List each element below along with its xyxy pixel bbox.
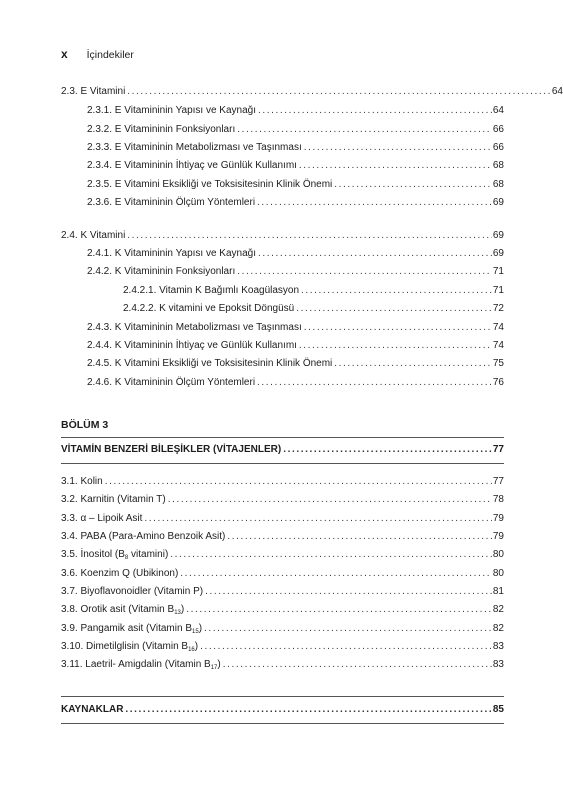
header-title: İçindekiler bbox=[86, 49, 134, 61]
divider bbox=[61, 723, 504, 724]
toc-entry[interactable]: 3.9. Pangamik asit (Vitamin $B_{15}$) ..... 82 bbox=[61, 623, 504, 634]
toc-entry[interactable]: 2.3.5. E Vitamini Eksikliği ve Toksisitesinin Klinik Önemi ..... 68 bbox=[87, 179, 504, 190]
divider bbox=[61, 437, 504, 438]
toc-entry[interactable]: 3.3. α – Lipoik Asit ..... 79 bbox=[61, 513, 504, 524]
toc-entry[interactable]: 3.7. Biyoflavonoidler (Vitamin P) ..... 81 bbox=[61, 586, 504, 597]
page-header bbox=[61, 47, 134, 61]
toc-entry[interactable]: 3.4. PABA (Para-Amino Benzoik Asit) ..... 79 bbox=[61, 531, 504, 542]
toc-entry[interactable]: 2.4.4. K Vitamininin İhtiyaç ve Günlük Kullanımı ..... 74 bbox=[87, 340, 504, 351]
toc-entry[interactable]: 2.4. K Vitamini ..... 69 bbox=[61, 230, 504, 241]
divider bbox=[61, 696, 504, 697]
toc-entry[interactable]: 2.3.2. E Vitamininin Fonksiyonları ..... 66 bbox=[87, 124, 504, 135]
toc-entry[interactable]: 2.4.2.1. Vitamin K Bağımlı Koagülasyon ..... 71 bbox=[123, 285, 504, 296]
toc-entry[interactable]: 3.8. Orotik asit (Vitamin $B_{13}$) ..... 82 bbox=[61, 604, 504, 615]
toc-entry[interactable]: 3.6. Koenzim Q (Ubikinon) ..... 80 bbox=[61, 568, 504, 579]
toc-entry[interactable]: 3.11. Laetril- Amigdalin (Vitamin $B_{17}$) ..... 83 bbox=[61, 659, 504, 670]
toc-entry[interactable]: 2.3. E Vitamini ..... 64 bbox=[61, 86, 563, 97]
toc-entry[interactable]: 2.4.2.2. K vitamini ve Epoksit Döngüsü ..... 72 bbox=[123, 303, 504, 314]
toc-entry[interactable]: 2.4.5. K Vitamini Eksikliği ve Toksisitesinin Klinik Önemi ..... 75 bbox=[87, 358, 504, 369]
references-entry[interactable]: KAYNAKLAR ..... 85 bbox=[61, 704, 504, 715]
toc-entry[interactable]: 2.3.6. E Vitamininin Ölçüm Yöntemleri ..... 69 bbox=[87, 197, 504, 208]
toc-entry[interactable]: 2.3.1. E Vitamininin Yapısı ve Kaynağı ..... 64 bbox=[87, 105, 504, 116]
toc-entry[interactable]: 2.4.3. K Vitamininin Metabolizması ve Taşınması ..... 74 bbox=[87, 322, 504, 333]
divider bbox=[61, 463, 504, 464]
chapter-heading: BÖLÜM 3 bbox=[61, 419, 109, 431]
toc-entry[interactable]: 2.3.4. E Vitamininin İhtiyaç ve Günlük Kullanımı ..... 68 bbox=[87, 160, 504, 171]
toc-entry[interactable]: 2.4.1. K Vitamininin Yapısı ve Kaynağı ..... 69 bbox=[87, 248, 504, 259]
toc-entry[interactable]: 3.10. Dimetilglisin (Vitamin $B_{16}$) ..... 83 bbox=[61, 641, 504, 652]
toc-entry[interactable]: 3.2. Karnitin (Vitamin T) ..... 78 bbox=[61, 494, 504, 505]
toc-entry[interactable]: 2.4.2. K Vitamininin Fonksiyonları ..... 71 bbox=[87, 266, 504, 277]
page-numeral: x bbox=[61, 47, 68, 61]
toc-entry[interactable]: 2.3.3. E Vitamininin Metabolizması ve Taşınması ..... 66 bbox=[87, 142, 504, 153]
toc-entry[interactable]: 3.5. İnositol ($B_8$ vitamini) ..... 80 bbox=[61, 549, 504, 560]
chapter-title-entry[interactable]: VİTAMİN BENZERİ BİLEŞİKLER (VİTAJENLER) ..... 77 bbox=[61, 444, 504, 455]
toc-entry[interactable]: 3.1. Kolin ..... 77 bbox=[61, 476, 504, 487]
toc-entry[interactable]: 2.4.6. K Vitamininin Ölçüm Yöntemleri ..... 76 bbox=[87, 377, 504, 388]
